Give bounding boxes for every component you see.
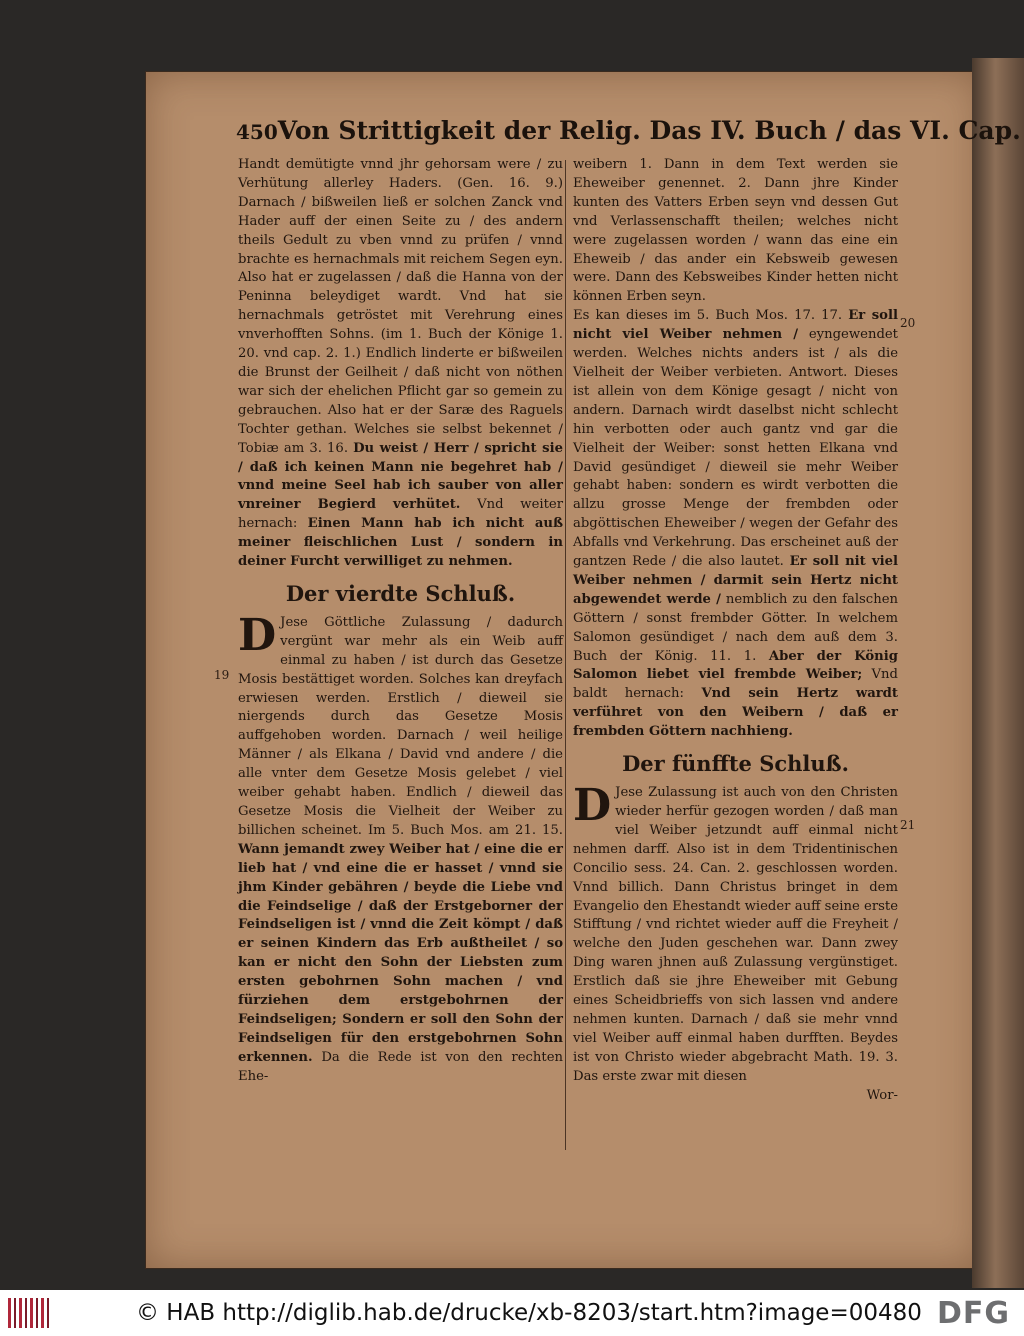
right-quote-2: Er soll nit viel Weiber nehmen / darmit sein Hertz nicht abgewendet werde /	[573, 554, 898, 607]
footer-credit-link[interactable]: © HAB http://diglib.hab.de/drucke/xb-8203/start.htm?image=00480	[136, 1300, 922, 1326]
left-quote-1: Du weist / Herr / spricht sie / daß ich keinen Mann nie begehret hab / vnnd meine Seel hab ich sauber von aller vnreiner Begierd verhütet.	[238, 440, 563, 513]
footer-bar	[0, 1290, 1024, 1336]
page-number: 450	[236, 120, 278, 144]
right-paragraph-2-start: Es kan dieses im 5. Buch Mos. 17. 17.	[573, 308, 843, 324]
dfg-logo: DFG	[936, 1296, 1010, 1331]
column-divider	[565, 160, 566, 1150]
left-paragraph-1	[238, 156, 563, 572]
margin-number-20: 20	[900, 316, 916, 330]
section-heading-5: Der fünffte Schluß.	[622, 751, 849, 777]
right-paragraph-2-mid: nemblich zu den falschen Göttern / sonst frembder Götter. In welchem Salomon gesündiget / nach dem auß dem 3. Buch der König. 11. 1.	[573, 591, 898, 664]
right-paragraph-2-rest: eyngewendet werden. Welches nichts anders ist / als die Vielheit der Weiber verbieten. Antwort. Dieses ist allein von dem Könige gesagt / nicht von andern. Darnach wirdt daselbst nicht schlecht hin verbotten oder auch gantz vnd gar die Vielheit der Weiber: sonst hetten Elkana vnd David gesündiget / dieweil sie mehr Weiber gehabt haben: sondern es wirdt verbotten die allzu grosse Menge der frembden oder abgöttischen Eheweiber / wegen der Gefahr des Abfalls vnd Verkehrung. Das erscheinet auß der gantzen Rede / die also lautet.	[573, 327, 898, 570]
right-paragraph-1: weibern 1. Dann in dem Text werden sie Eheweiber genennet. 2. Dann jhre Kinder kunten des Vatters Erben seyn vnd dessen Gut vnd Verlassenschafft theilen; welches nicht were zugelassen worden / wann das eine ein Eheweib / das ander ein Kebsweib gewesen were. Dann des Kebsweibes Kinder hetten nicht können Erben seyn.	[573, 157, 898, 305]
margin-number-19: 19	[214, 668, 230, 682]
left-column	[238, 156, 563, 1087]
right-quote-4: Vnd sein Hertz wardt verführet von den Weibern / daß er frembden Göttern nachhieng.	[573, 686, 898, 740]
right-paragraph-2	[573, 307, 898, 742]
right-column	[573, 156, 898, 1106]
running-title: Von Strittigkeit der Relig. Das IV. Buch / das VI. Cap.	[277, 116, 1021, 145]
drop-cap-left: D	[238, 609, 277, 661]
right-quote-1: Er soll nicht viel Weiber nehmen /	[573, 308, 898, 343]
right-quote-3: Aber der König Salomon liebet viel frembde Weiber;	[573, 648, 898, 683]
hab-barcode-icon	[8, 1298, 52, 1328]
left-paragraph-2	[238, 609, 563, 1087]
drop-cap-right: D	[573, 780, 612, 832]
left-quote-3: Wann jemandt zwey Weiber hat / eine die er lieb hat / vnd eine die er hasset / vnnd sie jhm Kinder gebähren / beyde die Liebe vnd die Feindselige / daß der Erstgeborner der Feindseligen ist / vnnd die Zeit kömpt / daß er seinen Kindern das Erb außtheilet / so kan er nicht den Sohn der Liebsten zum ersten gebohrnen Sohn machen / vnd fürziehen dem erstgebohrnen der Feindseligen; Sondern er soll den Sohn der Feindseligen für den erstgebohrnen Sohn erkennen.	[238, 841, 563, 1065]
left-bridge: Vnd weiter hernach:	[238, 497, 564, 532]
margin-number-21: 21	[900, 818, 916, 832]
left-paragraph-2-text: Jese Göttliche Zulassung / dadurch vergünt war mehr als ein Weib auff einmal zu haben / ist durch das Gesetze Mosis bestättiget worden. Solches kan dreyfach erwiesen werden. Erstlich / dieweil sie niergends durch das Gesetze Mosis auffgehoben worden. Darnach / weil heilige Männer / als Elkana / David vnd andere / die alle vnter dem Gesetze Mosis gelebet / viel weiber gehabt haben. Endlich / dieweil das Gesetze Mosis die Vielheit der Weiber zu billichen scheinet. Im 5. Buch Mos. am 21. 15.	[238, 614, 563, 838]
left-paragraph-1-text: Handt demütigte vnnd jhr gehorsam were / zu Verhütung allerley Haders. (Gen. 16. 9.) Darnach / bißweilen ließ er solchen Zanck vnd Hader auff der einen Seite zu / des andern theils Gedult zu vben vnnd zu prüfen / vnnd brachte es hernachmals mit reichem Segen eyn. Also hat er zugelassen / daß die Hanna von der Peninna beleydiget wardt. Vnd hat sie hernachmals getröstet mit Verehrung eines vnverhofften Sohns. (im 1. Buch der Könige 1. 20. vnd cap. 2. 1.) Endlich linderte er bißweilen die Brunst der Geilheit / daß nicht von nöthen war sich der ehelichen Pflicht gar so gemein zu gebrauchen. Also hat er der Saræ des Raguels Tochter gethan. Welches sie selbst bekennet / Tobiæ am 3. 16.	[238, 157, 563, 456]
running-header	[236, 116, 1021, 156]
section-heading-4: Der vierdte Schluß.	[285, 580, 516, 606]
left-quote-2: Einen Mann hab ich nicht auß meiner fleischlichen Lust / sondern in deiner Furcht verwilliget zu nehmen.	[238, 516, 563, 570]
right-bridge: Vnd baldt hernach:	[573, 667, 898, 702]
left-tail: Da die Rede ist von den rechten Ehe-	[238, 1049, 563, 1084]
catchword: Wor-	[866, 1087, 898, 1103]
right-paragraph-3	[573, 780, 898, 1087]
right-paragraph-3-text: Jese Zulassung ist auch von den Christen wieder herfür gezogen worden / daß man viel Weiber jetzundt auff einmal nicht nehmen darff. Also ist in dem Tridentinischen Concilio sess. 24. Can. 2. geschlossen worden. Vnnd billich. Dann Christus bringet in dem Evangelio den Ehestandt wieder auff seine erste Stifftung / vnd richtet wieder auff die Freyheit / welche den Juden geschehen war. Dann zwey Ding waren jhnen auß Zulassung vergünstiget. Erstlich daß sie jhre Eheweiber mit Gebung eines Scheidbrieffs von sich lassen vnd andere nehmen kunten. Darnach / daß sie mehr vnnd viel Weiber auff einmal haben durfften. Beydes ist von Christo wieder abgebracht Math. 19. 3. Das erste zwar mit diesen	[573, 785, 898, 1084]
book-gutter	[972, 58, 1024, 1288]
